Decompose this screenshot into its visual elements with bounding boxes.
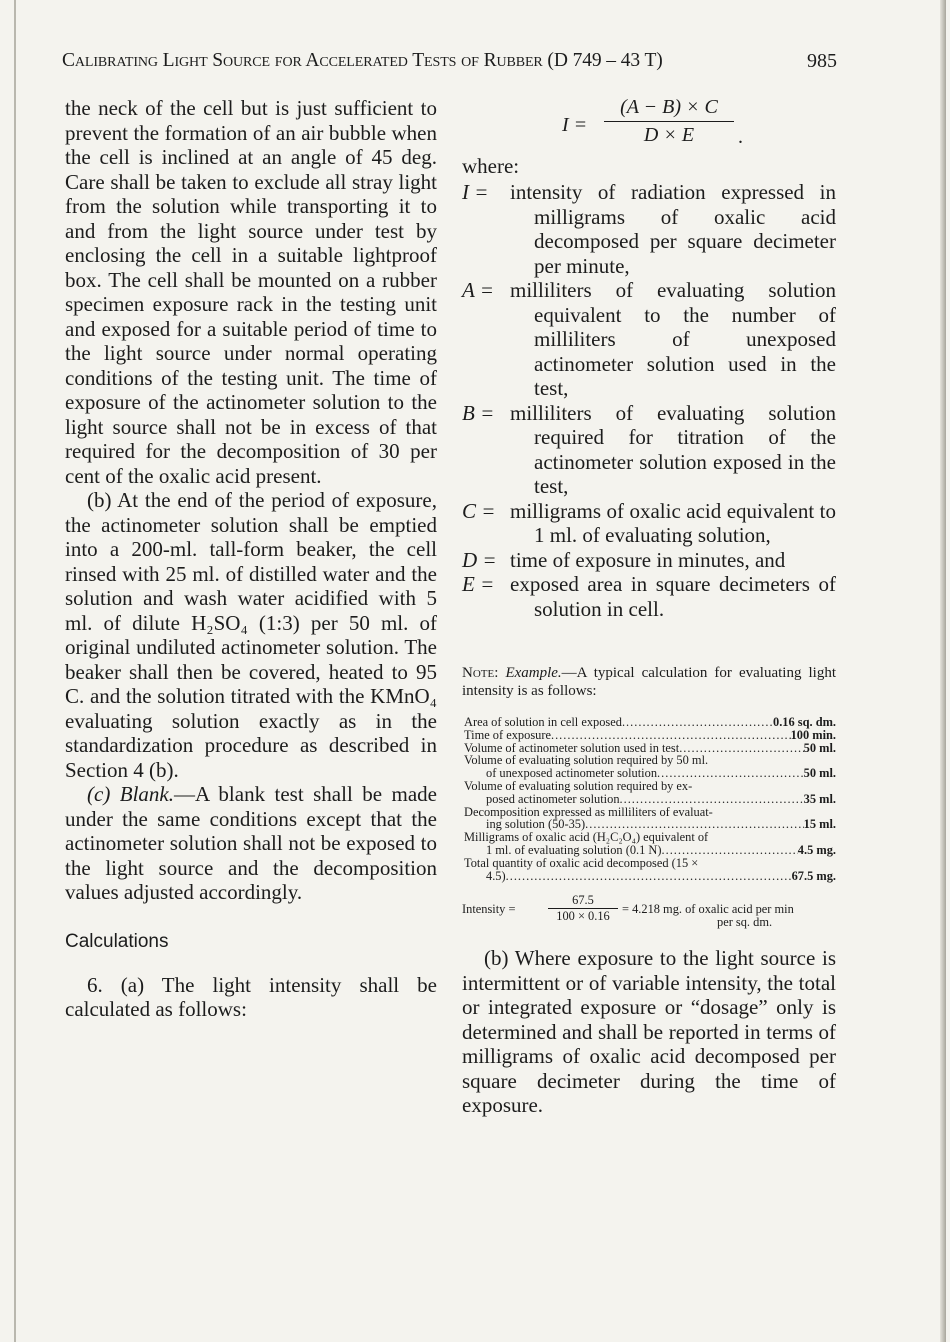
definition-text: milligrams of oxalic acid equivalent to 1 ml. of evaluating solution, bbox=[510, 498, 836, 547]
table-row bbox=[464, 857, 836, 870]
definition-text: milliliters of evaluating solution required for titration of the actinometer solution exposed in the test, bbox=[510, 400, 836, 498]
definition-item bbox=[462, 572, 836, 621]
definition-symbol: D = bbox=[462, 547, 497, 572]
row-label: Decomposition expressed as milliliters of evaluat- bbox=[464, 804, 713, 819]
definition-symbol: I = bbox=[462, 180, 489, 204]
formula-period: . bbox=[738, 126, 743, 148]
row-label: Time of exposure bbox=[464, 727, 551, 742]
row-label: Volume of evaluating solution required by ex- bbox=[464, 778, 693, 793]
table-row bbox=[464, 844, 836, 857]
intensity-formula bbox=[562, 96, 802, 154]
note-example-label: Example. bbox=[505, 665, 562, 681]
definition-item bbox=[462, 278, 836, 401]
row-label: of unexposed actinometer solution bbox=[486, 766, 658, 781]
definition-text: milliliters of evaluating solution equivalent to the number of milliliters of unexposed actinometer solution used in the test, bbox=[510, 278, 836, 400]
row-value: 100 min. bbox=[790, 727, 836, 742]
row-label: Total quantity of oxalic acid decomposed (15 × bbox=[464, 855, 699, 870]
running-header bbox=[62, 50, 837, 76]
definition-symbol: B = bbox=[462, 400, 495, 425]
intensity-label: Intensity = bbox=[462, 902, 516, 916]
definition-symbol: E = bbox=[462, 572, 495, 596]
note-label: Note: bbox=[462, 665, 499, 681]
definition-text: time of exposure in minutes, and bbox=[510, 547, 786, 572]
row-label: Volume of evaluating solution required by 50 ml. bbox=[464, 753, 709, 768]
page-edge-left bbox=[14, 0, 16, 1342]
note-text: —A typical calculation for evaluating light intensity is as follows: bbox=[462, 665, 836, 699]
page-edge-right bbox=[940, 0, 946, 1342]
table-row bbox=[464, 716, 836, 729]
row-value: 15 ml. bbox=[803, 817, 836, 832]
paragraph-6a: 6. (a) The light intensity shall be calculated as follows: bbox=[65, 972, 437, 1021]
row-label: ing solution (50-35) bbox=[486, 817, 586, 832]
intensity-numerator: 67.5 bbox=[548, 893, 618, 909]
row-value: 0.16 sq. dm. bbox=[773, 715, 836, 729]
definition-symbol: A = bbox=[462, 278, 494, 302]
row-label: Area of solution in cell exposed bbox=[464, 715, 622, 729]
row-label: posed actinometer solution bbox=[486, 791, 620, 806]
intensity-result bbox=[462, 893, 836, 927]
definition-item bbox=[462, 401, 836, 499]
formula-denominator: D × E bbox=[643, 124, 695, 146]
formula-numerator: (A − B) × C bbox=[604, 96, 734, 122]
page-number: 985 bbox=[807, 50, 837, 72]
definition-item bbox=[462, 180, 836, 278]
intensity-unit: per sq. dm. bbox=[717, 915, 773, 929]
paragraph-b-dosage: (b) Where exposure to the light source is intermittent or of variable intensity, the total or integrated exposure or “dosage” only is determined and shall be reported in terms of milligrams of oxalic acid decomposed per square decimeter during the time of exposure. bbox=[462, 946, 836, 1117]
right-column bbox=[462, 96, 836, 1116]
formula-fraction bbox=[604, 96, 734, 147]
row-value: 67.5 mg. bbox=[791, 868, 836, 883]
table-row bbox=[464, 870, 836, 883]
row-label: 4.5) bbox=[486, 868, 506, 883]
paragraph-c-blank bbox=[65, 782, 437, 905]
definition-text: exposed area in square decimeters of solution in cell. bbox=[510, 572, 836, 621]
calculation-table bbox=[464, 716, 836, 882]
row-value: 50 ml. bbox=[803, 740, 836, 755]
row-value: 35 ml. bbox=[803, 791, 836, 806]
paragraph-b-procedure: (b) At the end of the period of exposure, the actinometer solution shall be emptied into a 200-ml. tall-form beaker, the cell rinsed with 25 ml. of distilled water and the solution and wash water acidified with 5 ml. of dilute H₂SO₄ (1:3) per 50 ml. of original undiluted actinometer solution. The beaker shall then be covered, heated to 95 C. and the solution titrated with the KMnO₄ evaluating solution exactly as in the standardization procedure as described in Section 4 (b). bbox=[65, 488, 437, 782]
paragraph-continued: the neck of the cell but is just sufficient to prevent the formation of an air bubble when the cell is inclined at an angle of 45 deg. Care shall be taken to exclude all stray light from the solution while transporting it to and from the light source under test by enclosing the cell in a suitable lightproof box. The cell shall be mounted on a rubber specimen exposure rack in the testing unit and exposed for a suitable period of time to the light source under normal operating conditions of the testing unit. The time of exposure of the actinometer solution to the light source shall not be in excess of that required for the decomposition of 30 per cent of the oxalic acid present. bbox=[65, 96, 437, 488]
left-column bbox=[65, 96, 437, 1022]
row-value: 50 ml. bbox=[803, 766, 836, 781]
row-label: Milligrams of oxalic acid (H₂C₂O₄) equivalent of bbox=[464, 830, 709, 845]
row-label: Volume of actinometer solution used in test bbox=[464, 740, 680, 755]
formula-lhs: I = bbox=[562, 114, 588, 136]
table-row bbox=[464, 780, 836, 793]
header-title: Calibrating Light Source for Accelerated Tests of Rubber (D 749 – 43 T) bbox=[62, 50, 663, 71]
row-value: 4.5 mg. bbox=[797, 842, 836, 857]
table-row bbox=[464, 729, 836, 742]
intensity-value: = 4.218 mg. of oxalic acid per min bbox=[622, 902, 794, 916]
definitions-list bbox=[462, 180, 836, 621]
definition-text: intensity of radiation expressed in milligrams of oxalic acid decomposed per square decimeter per minute, bbox=[510, 180, 836, 278]
section-heading-calculations: Calculations bbox=[65, 930, 169, 952]
blank-text: —A blank test shall be made under the same conditions except that the actinometer solution shall not be exposed to the light source and the decomposition values adjusted accordingly. bbox=[65, 782, 437, 904]
intensity-denominator: 100 × 0.16 bbox=[556, 909, 610, 923]
table-row bbox=[464, 793, 836, 806]
blank-label: (c) Blank. bbox=[87, 782, 174, 806]
definition-item bbox=[462, 548, 836, 573]
intensity-fraction bbox=[548, 893, 618, 924]
row-label: 1 ml. of evaluating solution (0.1 N) bbox=[486, 842, 662, 857]
definition-symbol: C = bbox=[462, 498, 496, 523]
definition-item bbox=[462, 499, 836, 548]
where-label: where: bbox=[462, 154, 520, 178]
note-example bbox=[462, 664, 836, 700]
